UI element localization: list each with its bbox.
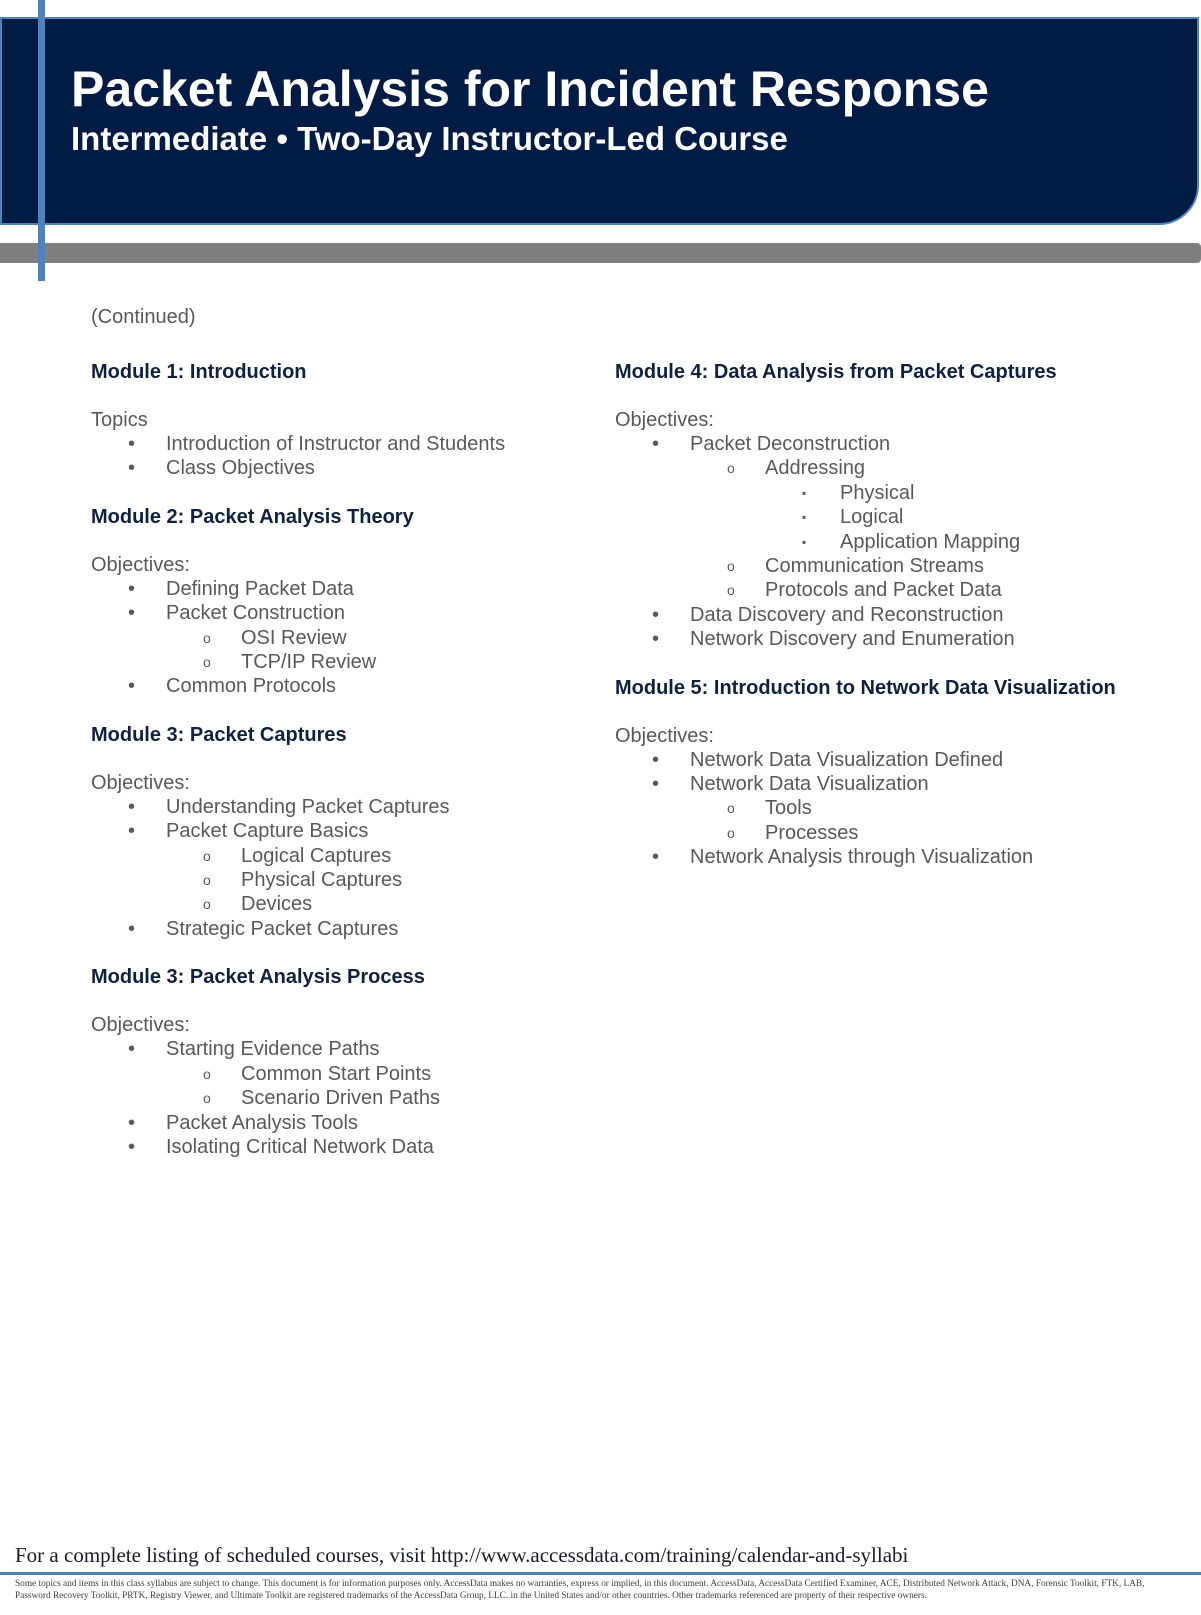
list-item: • Packet Capture Basics	[128, 820, 369, 843]
bullet-icon: •	[652, 628, 660, 651]
list-item: o Processes	[727, 821, 859, 844]
page-subtitle: Intermediate • Two-Day Instructor-Led Course	[71, 120, 788, 157]
bullet-list	[91, 577, 591, 626]
square-bullet-icon: ▪	[802, 534, 807, 549]
circle-bullet-icon: o	[203, 629, 211, 646]
section-label: Objectives:	[91, 553, 190, 576]
list-item: • Starting Evidence Paths	[128, 1038, 380, 1061]
circle-bullet-icon: o	[727, 558, 735, 575]
bullet-icon: •	[128, 433, 136, 455]
footer-legal-text: Some topics and items in this class syllabus are subject to change. This document is for information purposes only. AccessData makes no warranties, express or implied, in this document. AccessData, AccessData Certified Examiner, ACE, Distributed Network Attack, DNA, Forensic Toolkit, FTK, LAB, Password Recovery Toolkit, PRTK, Registry Viewer, and Ultimate Toolkit are registered trademarks of the AccessData Group, LLC. in the United States and/or other countries. Other trademarks referenced are property of their respective owners.	[15, 1579, 1145, 1601]
section-label: Objectives:	[91, 771, 190, 794]
bullet-icon: •	[128, 602, 136, 625]
bullet-list	[91, 1111, 591, 1160]
list-item: o TCP/IP Review	[203, 651, 377, 674]
list-item: o Addressing	[727, 457, 866, 480]
section-label: Objectives:	[91, 1014, 190, 1037]
section-label: Topics	[91, 409, 148, 431]
bullet-list	[91, 674, 591, 698]
sub-bullet-list	[615, 554, 1195, 603]
list-item: • Strategic Packet Captures	[128, 917, 399, 940]
module-2	[91, 505, 591, 699]
continued-label: (Continued)	[91, 306, 196, 328]
bullet-icon: •	[652, 773, 660, 796]
module-title: Module 4: Data Analysis from Packet Captures	[615, 361, 1057, 383]
list-item: • Isolating Critical Network Data	[128, 1135, 434, 1158]
circle-bullet-icon: o	[203, 1065, 211, 1082]
module-3b	[91, 965, 591, 1159]
circle-bullet-icon: o	[203, 872, 211, 889]
bullet-icon: •	[652, 433, 660, 455]
bullet-icon: •	[128, 1111, 136, 1134]
list-item: o Devices	[203, 893, 313, 916]
circle-bullet-icon: o	[203, 896, 211, 913]
module-title: Module 3: Packet Analysis Process	[91, 966, 425, 989]
bullet-icon: •	[652, 603, 660, 626]
bullet-list	[91, 432, 591, 481]
module-title: Module 3: Packet Captures	[91, 723, 347, 746]
bullet-list	[91, 795, 591, 844]
list-item: • Network Data Visualization	[652, 773, 929, 796]
bullet-icon: •	[128, 917, 136, 940]
list-item: • Data Discovery and Reconstruction	[652, 603, 1004, 626]
module-title: Module 2: Packet Analysis Theory	[91, 505, 414, 528]
module-title: Module 5: Introduction to Network Data Visualization	[615, 676, 1116, 699]
accent-line	[38, 0, 45, 281]
square-bullet-icon: ▪	[802, 510, 807, 525]
sub-sub-bullet-list	[615, 481, 1195, 554]
circle-bullet-icon: o	[203, 654, 211, 671]
list-item: • Packet Deconstruction	[652, 433, 891, 455]
right-column	[615, 360, 1195, 894]
bullet-list	[91, 1037, 591, 1061]
bullet-icon: •	[652, 748, 660, 771]
bullet-icon: •	[128, 1038, 136, 1061]
sub-bullet-list	[91, 626, 591, 675]
square-bullet-icon: ▪	[802, 485, 807, 500]
bullet-icon: •	[652, 846, 660, 869]
list-item: o Physical Captures	[203, 869, 403, 892]
list-item: • Network Analysis through Visualization	[652, 846, 1034, 869]
list-item: o OSI Review	[203, 626, 347, 649]
list-item: • Defining Packet Data	[128, 577, 354, 600]
module-3	[91, 723, 591, 941]
footer-divider	[0, 1572, 1201, 1575]
list-item: • Packet Analysis Tools	[128, 1111, 358, 1134]
bullet-icon: •	[128, 1135, 136, 1158]
list-item: o Tools	[727, 797, 812, 820]
list-item: o Protocols and Packet Data	[727, 579, 1002, 602]
module-4	[615, 360, 1195, 652]
sub-bullet-list	[615, 796, 1195, 845]
list-item: o Logical Captures	[203, 844, 392, 867]
bullet-icon: •	[128, 457, 136, 480]
bullet-list	[615, 748, 1195, 797]
circle-bullet-icon: o	[203, 847, 211, 864]
list-item: • Understanding Packet Captures	[128, 795, 450, 818]
list-item: o Common Start Points	[203, 1062, 432, 1085]
list-item: • Introduction of Instructor and Students	[128, 433, 506, 455]
bullet-list	[91, 917, 591, 941]
sub-bullet-list	[91, 844, 591, 917]
list-item: • Class Objectives	[128, 457, 315, 480]
bullet-icon: •	[128, 795, 136, 818]
list-item: o Scenario Driven Paths	[203, 1087, 440, 1110]
module-1	[91, 360, 591, 481]
list-item: ▪ Application Mapping	[802, 530, 1021, 553]
module-title: Module 1: Introduction	[91, 361, 307, 383]
list-item: • Common Protocols	[128, 675, 337, 698]
list-item: • Network Discovery and Enumeration	[652, 628, 1015, 651]
circle-bullet-icon: o	[203, 1090, 211, 1107]
header-divider-bar	[0, 243, 1201, 263]
bullet-icon: •	[128, 577, 136, 600]
bullet-icon: •	[128, 675, 136, 698]
bullet-icon: •	[128, 820, 136, 843]
circle-bullet-icon: o	[727, 824, 735, 841]
bullet-list	[615, 432, 1195, 456]
list-item: • Network Data Visualization Defined	[652, 748, 1004, 771]
list-item: • Packet Construction	[128, 602, 345, 625]
circle-bullet-icon: o	[727, 582, 735, 599]
bullet-list	[615, 603, 1195, 652]
footer-visit-text: For a complete listing of scheduled courses, visit http://www.accessdata.com/training/calendar-and-syllabi	[15, 1543, 909, 1567]
module-5	[615, 676, 1195, 870]
section-label: Objectives:	[615, 724, 714, 747]
section-label: Objectives:	[615, 409, 714, 431]
list-item: o Communication Streams	[727, 555, 984, 578]
list-item: ▪ Physical	[802, 481, 915, 504]
page-title: Packet Analysis for Incident Response	[71, 61, 989, 117]
sub-bullet-list	[615, 456, 1195, 480]
circle-bullet-icon: o	[727, 460, 735, 477]
sub-bullet-list	[91, 1062, 591, 1111]
circle-bullet-icon: o	[727, 800, 735, 817]
left-column	[91, 360, 591, 1183]
bullet-list	[615, 845, 1195, 869]
list-item: ▪ Logical	[802, 506, 904, 529]
